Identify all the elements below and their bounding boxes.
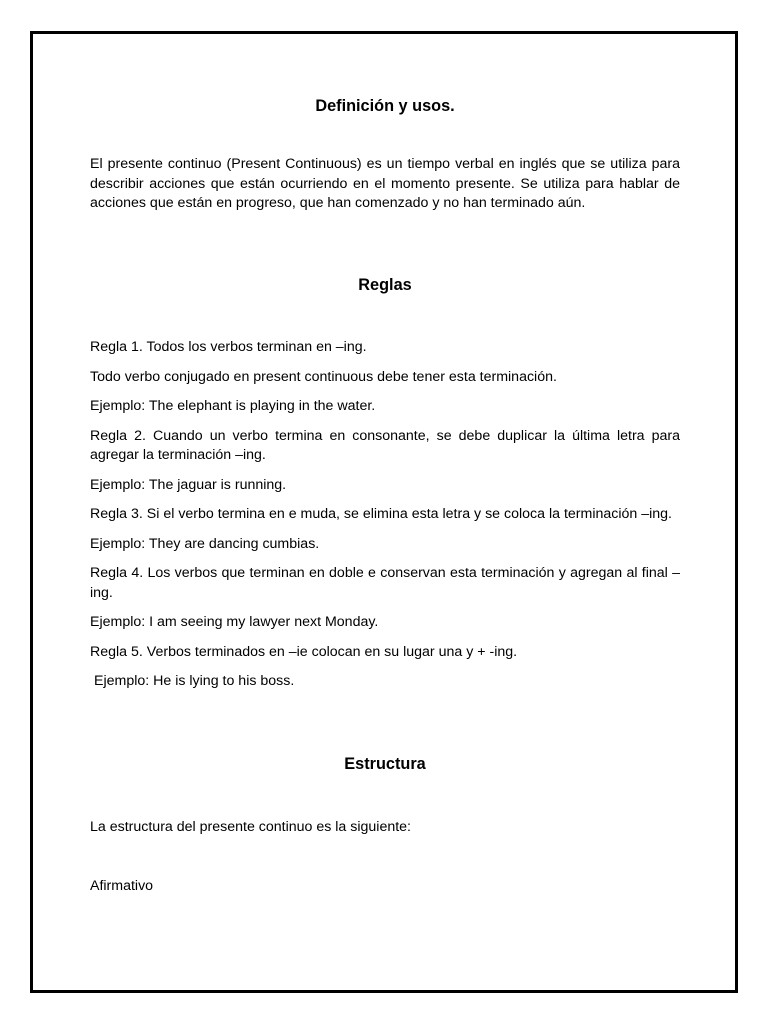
- definition-paragraph: El presente continuo (Present Continuous) es un tiempo verbal en inglés que se utiliza para describir acciones que están ocurriendo en el momento presente. Se utiliza para hablar de acciones que están en progreso, que han comenzado y no han terminado aún.: [90, 156, 680, 211]
- rule-item: Regla 1. Todos los verbos terminan en –ing.: [90, 339, 367, 355]
- heading-definition: Definición y usos.: [315, 97, 455, 115]
- rule-item: Regla 5. Verbos terminados en –ie colocan en su lugar una y + -ing.: [90, 643, 518, 660]
- affirmative-label: Afirmativo: [90, 878, 154, 894]
- rule-item: Regla 2. Cuando un verbo termina en consonante, se debe duplicar la última letra para agregar la terminación –ing.: [90, 427, 680, 463]
- rule-item: Ejemplo: The elephant is playing in the water.: [90, 398, 376, 414]
- rule-item: Ejemplo: The jaguar is running.: [90, 476, 287, 493]
- document-page: [30, 31, 738, 993]
- heading-structure: Estructura: [344, 755, 426, 773]
- heading-rules: Reglas: [358, 276, 412, 294]
- structure-paragraph: La estructura del presente continuo es la siguiente:: [90, 819, 411, 835]
- rule-item: Todo verbo conjugado en present continuous debe tener esta terminación.: [90, 368, 557, 385]
- rule-item: Ejemplo: They are dancing cumbias.: [90, 535, 320, 552]
- rules-list: [90, 338, 680, 702]
- rule-item: Regla 3. Si el verbo termina en e muda, se elimina esta letra y se coloca la terminación –ing.: [90, 506, 672, 522]
- rule-item: Ejemplo: I am seeing my lawyer next Monday.: [90, 614, 379, 630]
- rule-item: Regla 4. Los verbos que terminan en doble e conservan esta terminación y agregan al final –ing.: [90, 565, 680, 601]
- rule-item: Ejemplo: He is lying to his boss.: [94, 673, 295, 689]
